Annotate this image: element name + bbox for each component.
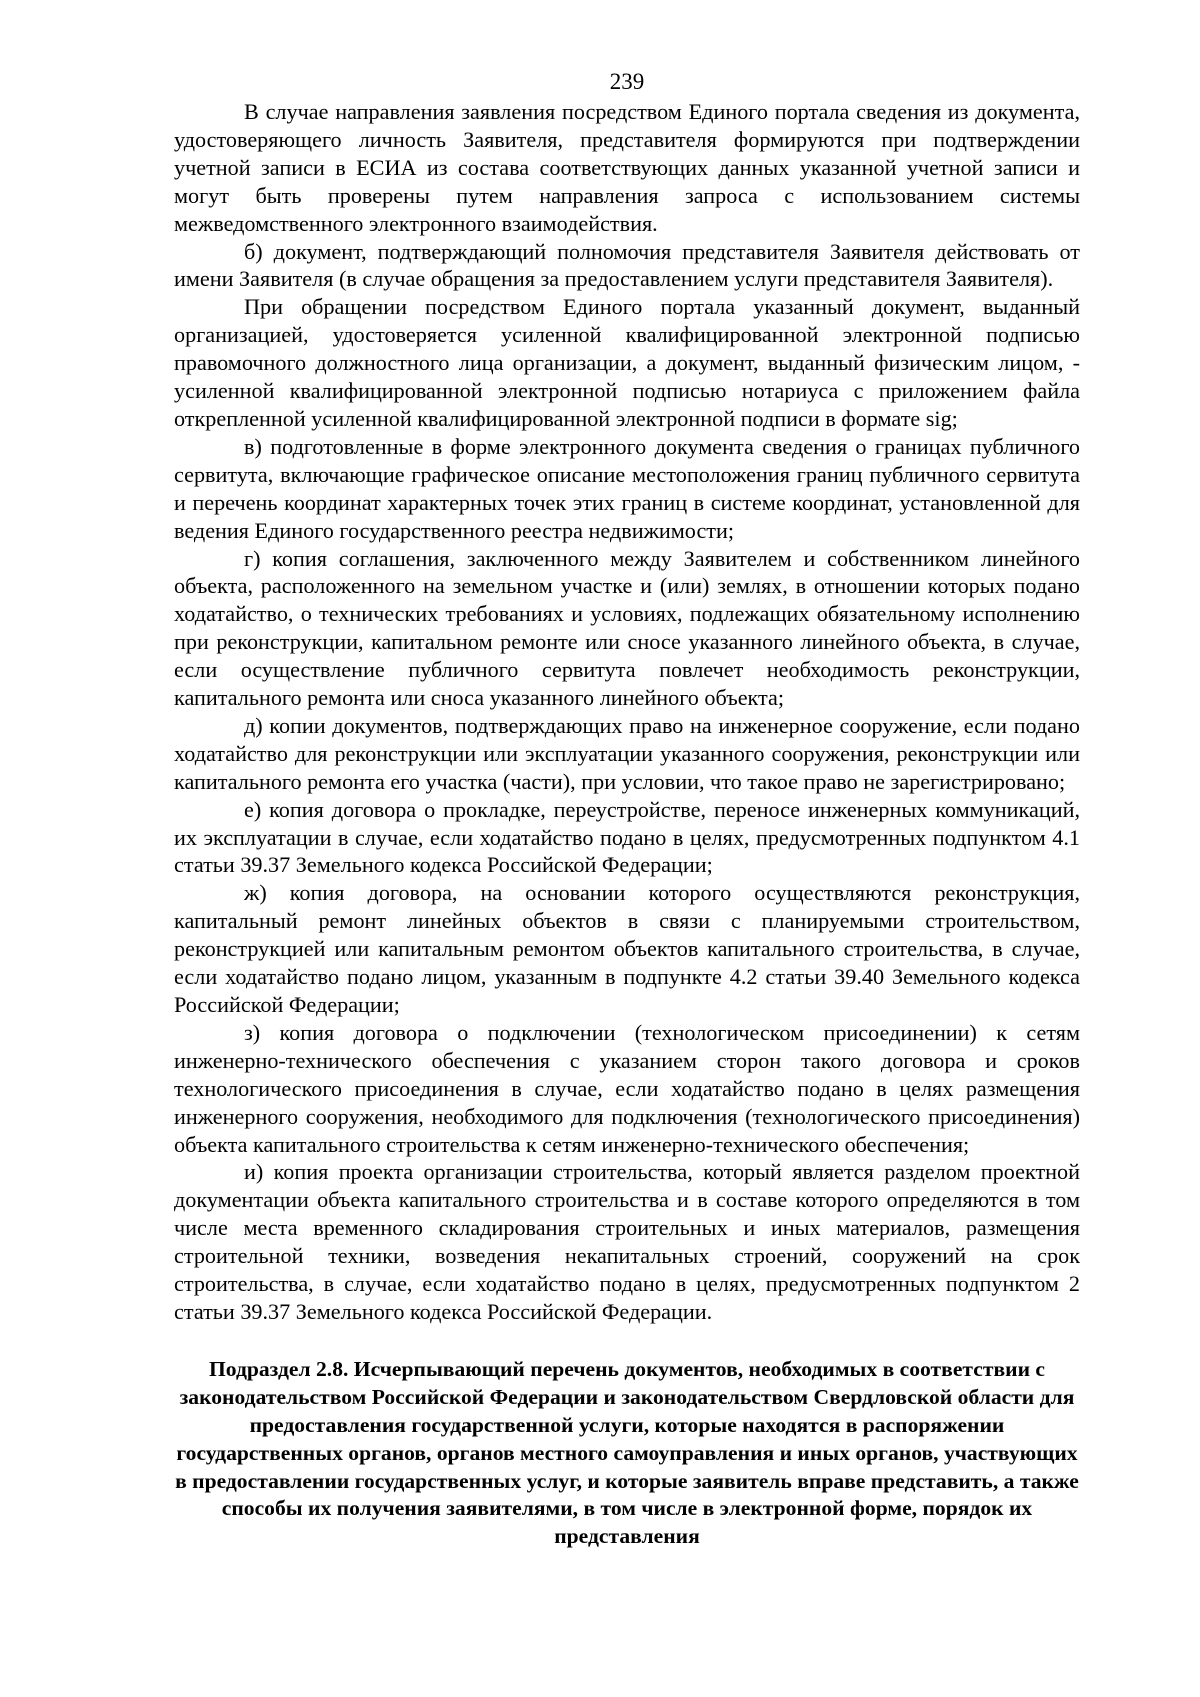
section-heading: Подраздел 2.8. Исчерпывающий перечень документов, необходимых в соответствии с законодательством Российской Федерации и законодательством Свердловской области для предоставления государственной услуги, которые находятся в распоряжении государственных органов, органов местного самоуправления и иных органов, участвующих в предоставлении государственных услуг, и которые заявитель вправе представить, а также способы их получения заявителями, в том числе в электронной форме, порядок их представления [175, 1356, 1079, 1549]
paragraph-signature: При обращении посредством Единого портала указанный документ, выданный организацией, удостоверяется усиленной квалифицированной электронной подписью правомочного должностного лица организации, а документ, выданный физическим лицом, - усиленной квалифицированной электронной подписью нотариуса с приложением файла открепленной усиленной квалифицированной электронной подписи в формате sig; [174, 294, 1080, 431]
paragraph-d: д) копии документов, подтверждающих право на инженерное сооружение, если подано ходатайство для реконструкции или эксплуатации указанного сооружения, реконструкции или капитального ремонта его участка (части), при условии, что такое право не зарегистрировано; [174, 712, 1080, 794]
paragraph-v: в) подготовленные в форме электронного документа сведения о границах публичного сервитута, включающие графическое описание местоположения границ публичного сервитута и перечень координат характерных точек этих границ в системе координат, установленной для ведения Единого государственного реестра недвижимости; [174, 433, 1080, 543]
paragraph-i: и) копия проекта организации строительства, который является разделом проектной документации объекта капитального строительства и в составе которого определяются в том числе места временного складирования строительных и иных материалов, размещения строительной техники, возведения некапитальных строений, сооружений на срок строительства, в случае, если ходатайство подано в целях, предусмотренных подпунктом 2 статьи 39.37 Земельного кодекса Российской Федерации. [174, 1159, 1080, 1324]
paragraph-e: е) копия договора о прокладке, переустройстве, переносе инженерных коммуникаций, их эксплуатации в случае, если ходатайство подано в целях, предусмотренных подпунктом 4.1 статьи 39.37 Земельного кодекса Российской Федерации; [174, 796, 1080, 878]
paragraph-esia-info: В случае направления заявления посредством Единого портала сведения из документа, удостоверяющего личность Заявителя, представителя формируются при подтверждении учетной записи в ЕСИА из состава соответствующих данных указанной учетной записи и могут быть проверены путем направления запроса с использованием системы межведомственного электронного взаимодействия. [174, 99, 1080, 236]
body-text [174, 98, 1080, 1326]
paragraph-z: з) копия договора о подключении (технологическом присоединении) к сетям инженерно-технического обеспечения с указанием сторон такого договора и сроков технологического присоединения в случае, если ходатайство подано в целях размещения инженерного сооружения, необходимого для подключения (технологического присоединения) объекта капитального строительства к сетям инженерно-технического обеспечения; [174, 1019, 1080, 1157]
paragraph-b: б) документ, подтверждающий полномочия представителя Заявителя действовать от имени Заявителя (в случае обращения за предоставлением услуги представителя Заявителя). [174, 238, 1080, 292]
paragraph-zh: ж) копия договора, на основании которого осуществляются реконструкция, капитальный ремонт линейных объектов в связи с планируемыми строительством, реконструкцией или капитальным ремонтом объектов капитального строительства, в случае, если ходатайство подано лицом, указанным в подпункте 4.2 статьи 39.40 Земельного кодекса Российской Федерации; [174, 880, 1080, 1017]
page-number: 239 [609, 69, 645, 94]
paragraph-g: г) копия соглашения, заключенного между Заявителем и собственником линейного объекта, расположенного на земельном участке и (или) землях, в отношении которых подано ходатайство, о технических требованиях и условиях, подлежащих обязательному исполнению при реконструкции, капитальном ремонте или сносе указанного линейного объекта, в случае, если осуществление публичного сервитута повлечет необходимость реконструкции, капитального ремонта или сноса указанного линейного объекта; [174, 545, 1080, 711]
